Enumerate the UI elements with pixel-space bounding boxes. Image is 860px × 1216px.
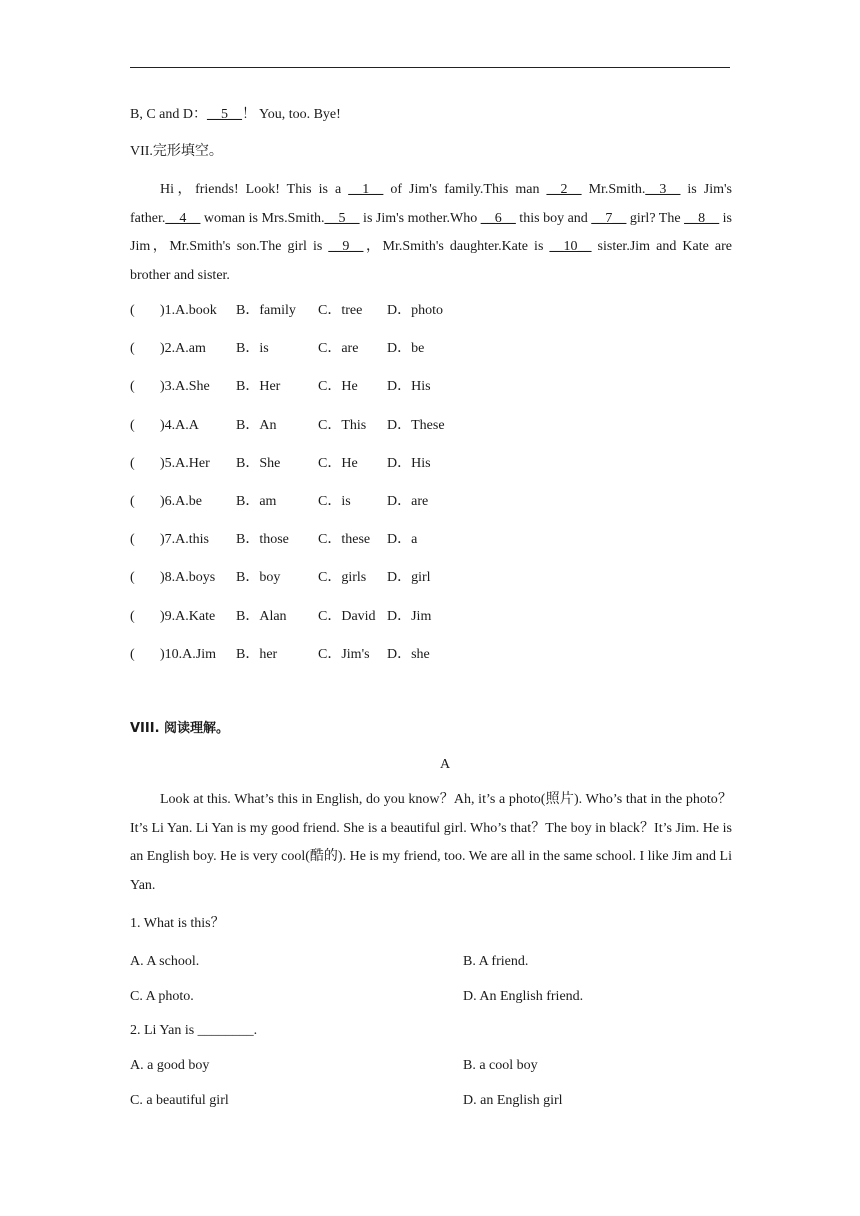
- option-b: B．Her: [236, 379, 281, 395]
- option-c: C．are: [318, 341, 359, 357]
- option-d: D．His: [387, 379, 431, 395]
- question-number-option-a: )1.A.book: [160, 303, 217, 318]
- option-b: B．her: [236, 646, 278, 662]
- question-number-option-a: )9.A.Kate: [160, 608, 216, 624]
- option-c: C．tree: [318, 303, 363, 318]
- option-b: B．boy: [236, 570, 281, 586]
- option-c: C．these: [318, 532, 371, 548]
- question-number-option-a: )2.A.am: [160, 341, 206, 357]
- cloze-question-row: [130, 531, 730, 549]
- cloze-blank: __2__: [546, 182, 582, 197]
- reading-passage: [130, 786, 732, 900]
- question-1-option-d: D. An English friend.: [463, 989, 584, 1004]
- question-number-option-a: )7.A.this: [160, 532, 209, 548]
- cloze-text: Mr.Smith.: [581, 182, 646, 197]
- option-d: D．These: [387, 417, 445, 433]
- cloze-question-row: [130, 646, 730, 664]
- option-b: B．She: [236, 455, 281, 471]
- question-number-option-a: )5.A.Her: [160, 455, 210, 471]
- question-2-option-c: C. a beautiful girl: [130, 1093, 229, 1108]
- answer-bracket: (: [130, 303, 135, 318]
- option-d: D．she: [387, 646, 430, 662]
- option-b: B．An: [236, 417, 277, 433]
- cloze-question-row: [130, 455, 730, 473]
- cloze-blank: __10__: [549, 239, 592, 254]
- cloze-text: is Jim，Mr.Smith's son.The girl is: [130, 210, 732, 254]
- previous-dialogue-line: [130, 106, 341, 124]
- cloze-passage: [130, 176, 732, 290]
- option-b: B．family: [236, 303, 296, 318]
- cloze-question-row: [130, 608, 730, 626]
- option-d: D．be: [387, 341, 425, 357]
- answer-bracket: (: [130, 379, 135, 395]
- question-1-option-b: B. A friend.: [463, 954, 529, 969]
- cloze-blank: __6__: [480, 210, 516, 226]
- section-7-heading: VII.完形填空。: [130, 144, 223, 159]
- answer-bracket: (: [130, 608, 135, 624]
- question-number-option-a: )6.A.be: [160, 494, 202, 509]
- passage-label: A: [439, 757, 451, 772]
- section-8-heading: VIII. 阅读理解。: [130, 721, 230, 736]
- cloze-text: Hi，friends! Look! This is a: [160, 182, 349, 197]
- question-1-stem: 1. What is this？: [130, 916, 225, 931]
- question-2-stem: 2. Li Yan is ________.: [130, 1023, 258, 1038]
- option-c: C．He: [318, 455, 358, 471]
- cloze-blank: __4__: [165, 210, 201, 226]
- question-number-option-a: )10.A.Jim: [160, 646, 216, 662]
- option-d: D．His: [387, 455, 431, 471]
- answer-bracket: (: [130, 532, 135, 548]
- cloze-question-row: [130, 493, 730, 511]
- answer-bracket: (: [130, 570, 135, 586]
- option-d: D．photo: [387, 303, 443, 318]
- question-2-option-d: D. an English girl: [463, 1093, 563, 1108]
- answer-bracket: (: [130, 341, 135, 357]
- dialogue-blank: __5__: [207, 107, 242, 122]
- cloze-text: of Jim's family.This man: [383, 182, 547, 197]
- option-d: D．girl: [387, 570, 431, 586]
- cloze-blank: __9__: [328, 239, 364, 254]
- option-b: B．those: [236, 532, 289, 548]
- cloze-text: is Jim's mother.Who: [359, 210, 481, 226]
- question-2-option-a: A. a good boy: [130, 1058, 210, 1073]
- option-d: D．are: [387, 494, 429, 509]
- cloze-blank: __3__: [645, 182, 681, 197]
- cloze-blank: __7__: [591, 210, 627, 226]
- reading-passage-text: Look at this. What’s this in English, do you know？Ah, it’s a photo(照片). Who’s that in the photo？It’s Li Yan. Li Yan is my good friend. She is a beautiful girl. Who’s that？The boy in black？It’s Jim. He is an English boy. He is very cool(酷的). He is my friend, too. We are all in the same school. I like Jim and Li Yan.: [130, 792, 732, 893]
- cloze-text: is Jim's father.: [130, 182, 732, 226]
- cloze-text: sister.Jim and Kate are brother and sister.: [130, 239, 732, 283]
- option-b: B．am: [236, 494, 277, 509]
- option-c: C．David: [318, 608, 376, 624]
- question-1-option-c: C. A photo.: [130, 989, 194, 1004]
- question-number-option-a: )4.A.A: [160, 417, 199, 433]
- option-c: C．is: [318, 494, 351, 509]
- answer-bracket: (: [130, 455, 135, 471]
- cloze-blank: __8__: [684, 210, 720, 226]
- cloze-text: girl? The: [626, 210, 685, 226]
- question-number-option-a: )3.A.She: [160, 379, 210, 395]
- option-c: C．He: [318, 379, 358, 395]
- cloze-blank: __1__: [348, 182, 384, 197]
- option-c: C．girls: [318, 570, 367, 586]
- cloze-question-row: [130, 340, 730, 358]
- question-number-option-a: )8.A.boys: [160, 570, 216, 586]
- cloze-text: woman is Mrs.Smith.: [200, 210, 325, 226]
- option-c: C．Jim's: [318, 646, 370, 662]
- option-c: C．This: [318, 417, 367, 433]
- cloze-blank: __5__: [324, 210, 360, 226]
- answer-bracket: (: [130, 494, 135, 509]
- dialogue-speaker: B, C and D：: [130, 107, 207, 122]
- answer-bracket: (: [130, 417, 135, 433]
- cloze-question-row: [130, 569, 730, 587]
- dialogue-text: ！ You, too. Bye!: [242, 107, 341, 122]
- cloze-question-row: [130, 417, 730, 435]
- option-d: D．Jim: [387, 608, 432, 624]
- cloze-text: ，Mr.Smith's daughter.Kate is: [363, 239, 550, 254]
- option-b: B．is: [236, 341, 269, 357]
- header-rule: [130, 67, 730, 68]
- cloze-text: this boy and: [515, 210, 592, 226]
- option-d: D．a: [387, 532, 418, 548]
- question-2-option-b: B. a cool boy: [463, 1058, 538, 1073]
- cloze-question-row: [130, 302, 730, 320]
- question-1-option-a: A. A school.: [130, 954, 200, 969]
- option-b: B．Alan: [236, 608, 287, 624]
- answer-bracket: (: [130, 646, 135, 662]
- cloze-question-row: [130, 378, 730, 396]
